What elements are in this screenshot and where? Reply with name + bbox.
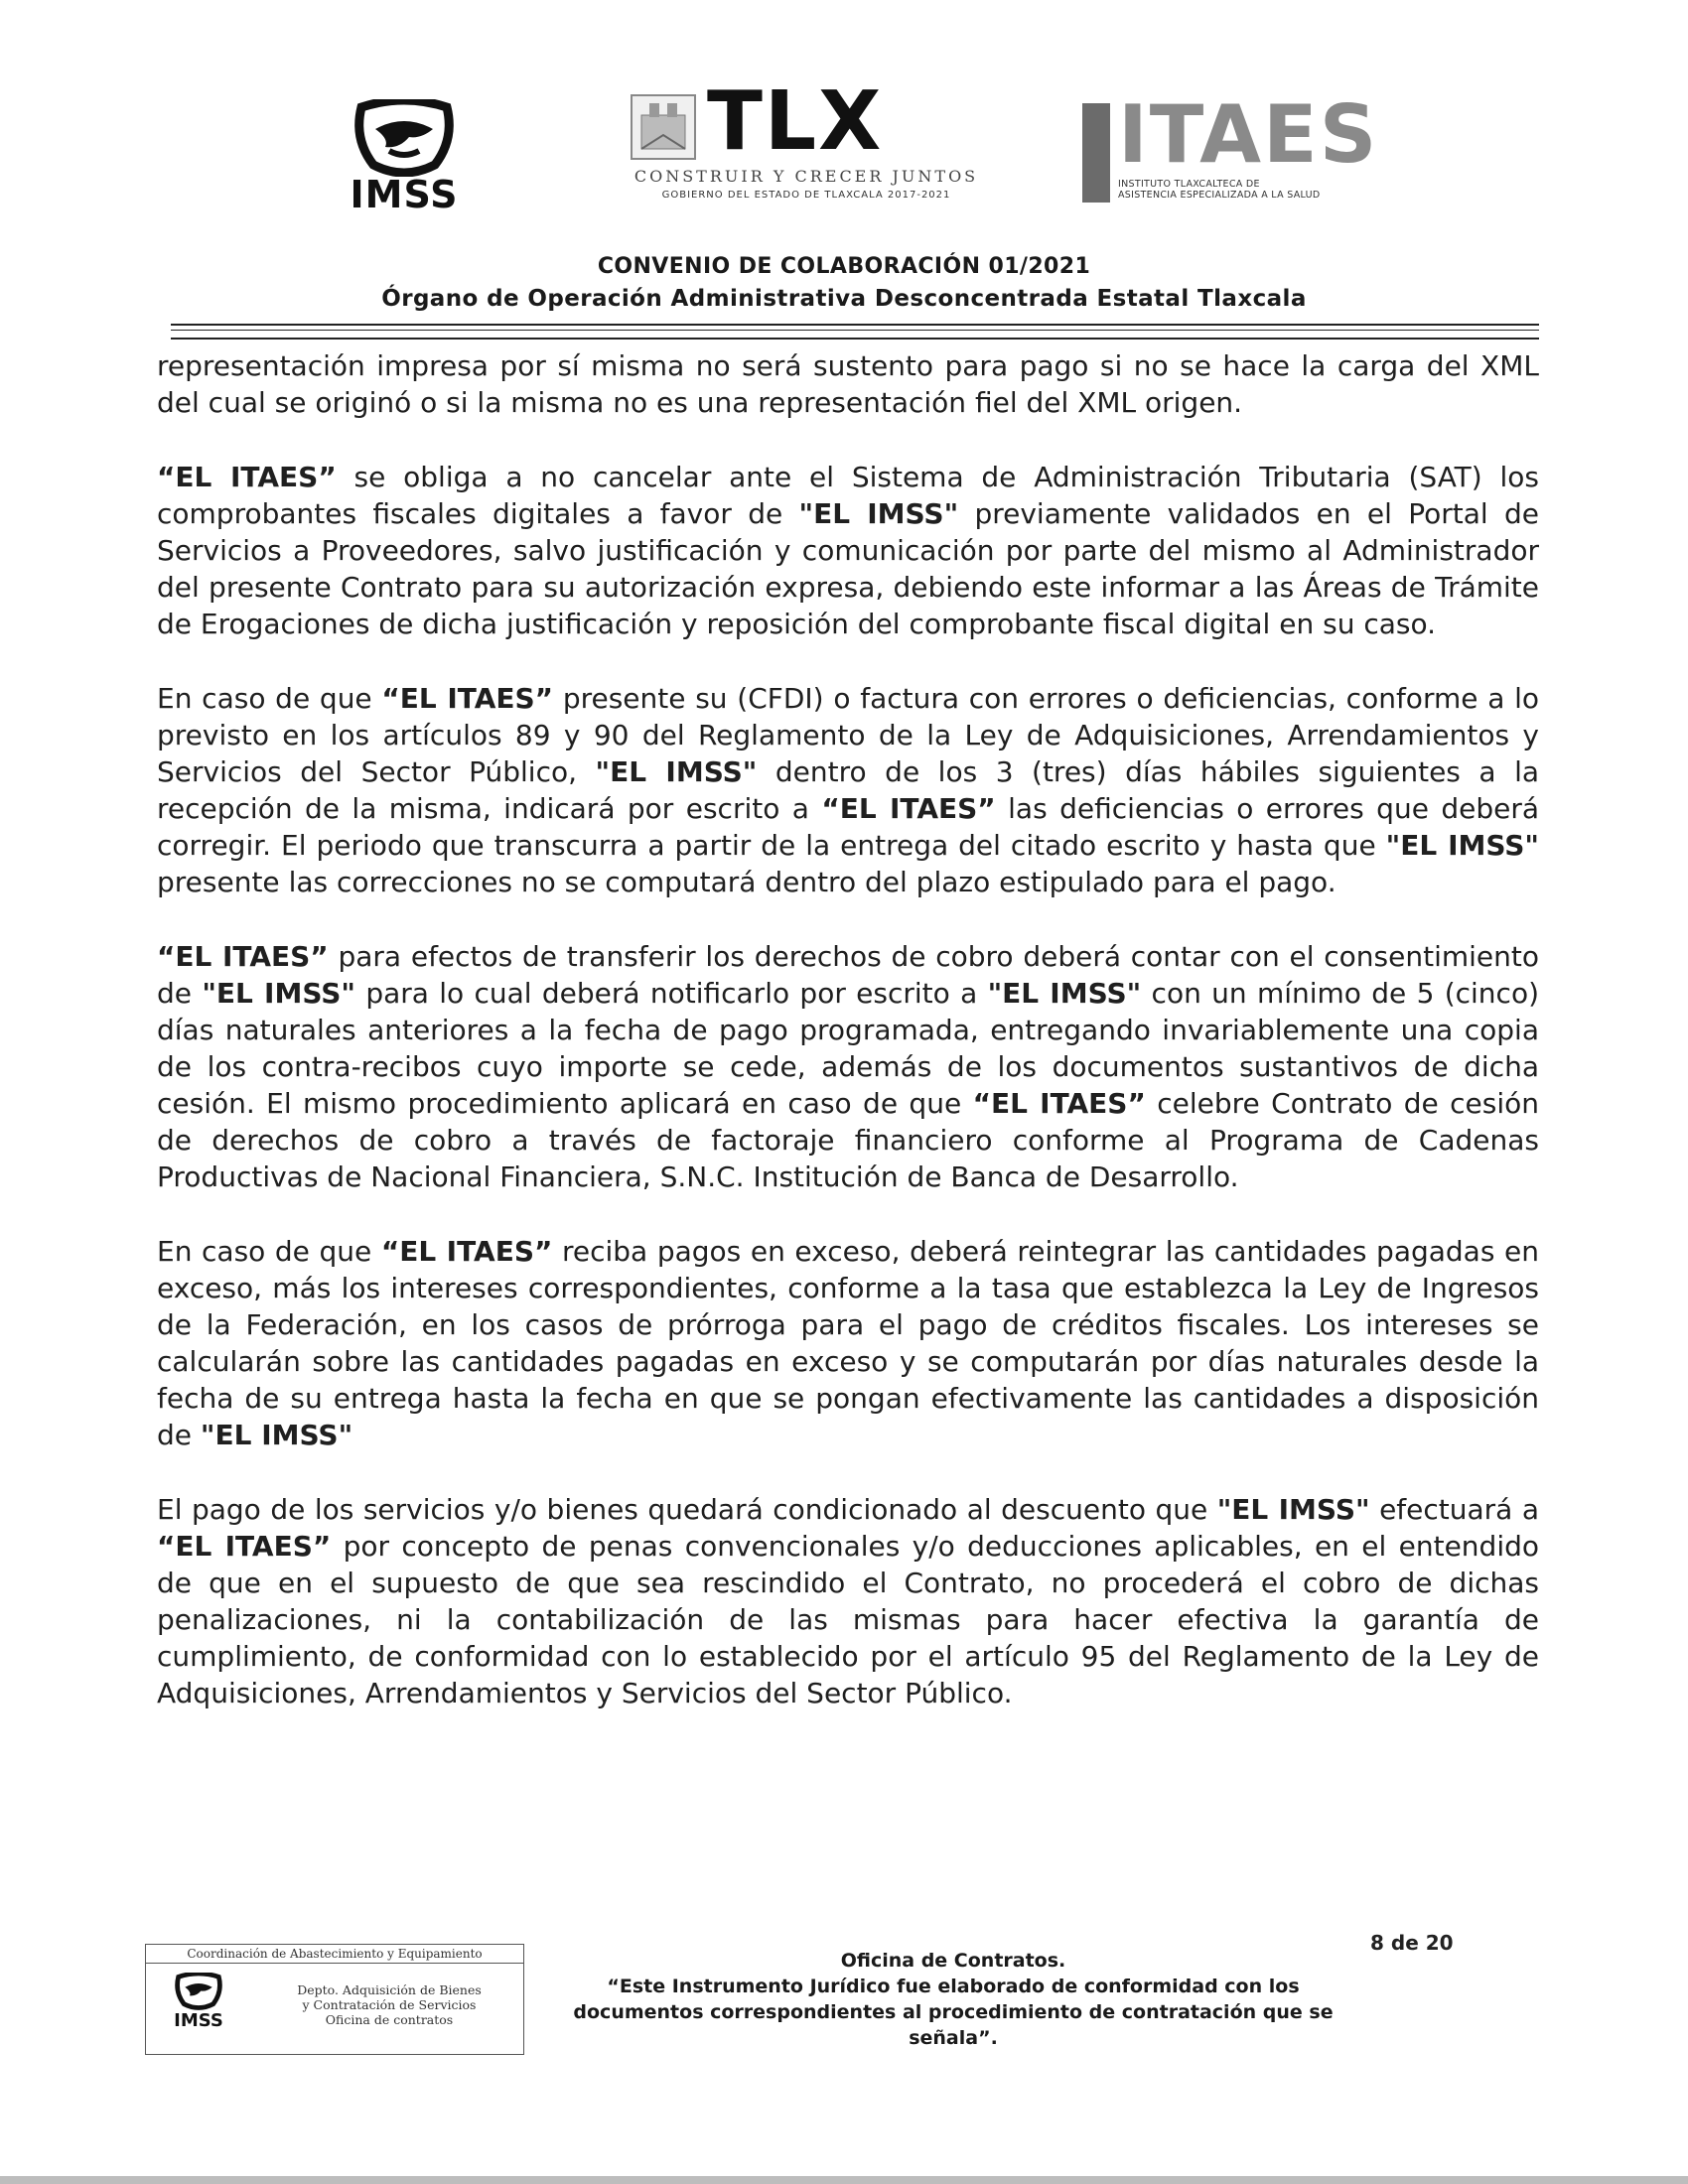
stamp-imss-logo (164, 1973, 233, 2031)
stamp-line-3: Oficina de contratos (325, 2012, 454, 2027)
tlaxcala-seal-icon (628, 91, 699, 163)
tlx-government: GOBIERNO DEL ESTADO DE TLAXCALA 2017-2021 (661, 190, 951, 201)
scan-edge (0, 2176, 1688, 2184)
itaes-subtitle (1118, 179, 1321, 201)
paragraph-4: “EL ITAES” para efectos de transferir los derechos de cobro deberá contar con el consentimiento de "EL IMSS" para lo cual deberá notificarlo por escrito a "EL IMSS" con un mínimo de 5 (cinco) días naturales anteriores a la fecha de pago programada, entregando invariablemente una copia de los contra-recibos cuyo importe se cede, además de los documentos sustantivos de dicha cesión. El mismo procedimiento aplicará en caso de que “EL ITAES” celebre Contrato de cesión de derechos de cobro a través de factoraje financiero conforme al Programa de Cadenas Productivas de Nacional Financiera, S.N.C. Institución de Banca de Desarrollo. (157, 940, 1540, 1193)
paragraph-2: “EL ITAES” se obliga a no cancelar ante el Sistema de Administración Tributaria (SAT) los comprobantes fiscales digitales a favor de "EL IMSS" previamente validados en el Portal de Servicios a Proveedores, salvo justificación y comunicación por parte del mismo al Administrador del presente Contrato para su autorización expresa, debiendo este informar a las Áreas de Trámite de Erogaciones de dicha justificación y reposición del comprobante fiscal digital en su caso. (157, 461, 1540, 640)
footer-office: Oficina de Contratos. (840, 1950, 1066, 1972)
tlx-slogan: CONSTRUIR Y CRECER JUNTOS (633, 167, 979, 186)
stamp-header: Coordinación de Abastecimiento y Equipamiento (146, 1945, 523, 1964)
header-divider (171, 330, 1539, 331)
paragraph-3: En caso de que “EL ITAES” presente su (CFDI) o factura con errores o deficiencias, conforme a lo previsto en los artículos 89 y 90 del Reglamento de la Ley de Adquisiciones, Arrendamientos y Servicios del Sector Público, "EL IMSS" dentro de los 3 (tres) días hábiles siguientes a la recepción de la misma, indicará por escrito a “EL ITAES” las deficiencias o errores que deberá corregir. El periodo que transcurra a partir de la entrega del citado escrito y hasta que "EL IMSS" presente las correcciones no se computará dentro del plazo estipulado para el pago. (157, 682, 1540, 898)
paragraph-5: En caso de que “EL ITAES” reciba pagos en exceso, deberá reintegrar las cantidades pagadas en exceso, más los intereses correspondientes, conforme a la tasa que establezca la Ley de Ingresos de la Federación, en los casos de prórroga para el pago de créditos fiscales. Los intereses se calcularán sobre las cantidades pagadas en exceso y se computarán por días naturales desde la fecha de su entrega hasta la fecha en que se pongan efectivamente las cantidades a disposición de "EL IMSS" (157, 1235, 1539, 1451)
stamp-lines (265, 1982, 513, 2027)
tlx-logo (628, 74, 985, 206)
paragraph-1: representación impresa por sí misma no será sustento para pago si no se hace la carga del XML del cual se originó o si la misma no es una representación fiel del XML origen. (157, 349, 1539, 419)
document-title: CONVENIO DE COLABORACIÓN 01/2021 (597, 254, 1091, 279)
stamp-logo-text: IMSS (174, 2010, 223, 2031)
itaes-logo-text: ITAES (1118, 88, 1379, 181)
tlx-logo-text: TLX (707, 74, 884, 169)
itaes-bar-icon (1082, 103, 1110, 203)
header-divider (171, 324, 1539, 326)
page-number: 8 de 20 (1370, 1931, 1454, 1955)
stamp-line-1: Depto. Adquisición de Bienes (297, 1982, 482, 1997)
document-subtitle: Órgano de Operación Administrativa Desconcentrada Estatal Tlaxcala (381, 286, 1307, 312)
imss-logo (320, 99, 489, 216)
office-stamp (145, 1944, 524, 2055)
document-body (157, 347, 1539, 1749)
header-divider (171, 338, 1539, 340)
itaes-subtitle-line2: ASISTENCIA ESPECIALIZADA A LA SALUD (1118, 190, 1321, 201)
footer-note (556, 1948, 1350, 2051)
imss-eagle-icon (350, 99, 459, 177)
paragraph-6: El pago de los servicios y/o bienes quedará condicionado al descuento que "EL IMSS" efectuará a “EL ITAES” por concepto de penas convencionales y/o deducciones aplicables, en el entendido de que en el supuesto de que sea rescindido el Contrato, no procederá el cobro de dichas penalizaciones, ni la contabilización de las mismas para hacer efectiva la garantía de cumplimiento, de conformidad con lo establecido por el artículo 95 del Reglamento de la Ley de Adquisiciones, Arrendamientos y Servicios del Sector Público. (157, 1493, 1540, 1709)
stamp-line-2: y Contratación de Servicios (302, 1997, 477, 2012)
imss-logo-text: IMSS (350, 173, 459, 216)
itaes-subtitle-line1: INSTITUTO TLAXCALTECA DE (1118, 179, 1260, 190)
imss-eagle-icon (173, 1973, 224, 2010)
footer-disclaimer: “Este Instrumento Jurídico fue elaborado de conformidad con los documentos correspondientes al procedimiento de contratación que se señala”. (573, 1976, 1334, 2049)
itaes-logo (1082, 88, 1420, 212)
